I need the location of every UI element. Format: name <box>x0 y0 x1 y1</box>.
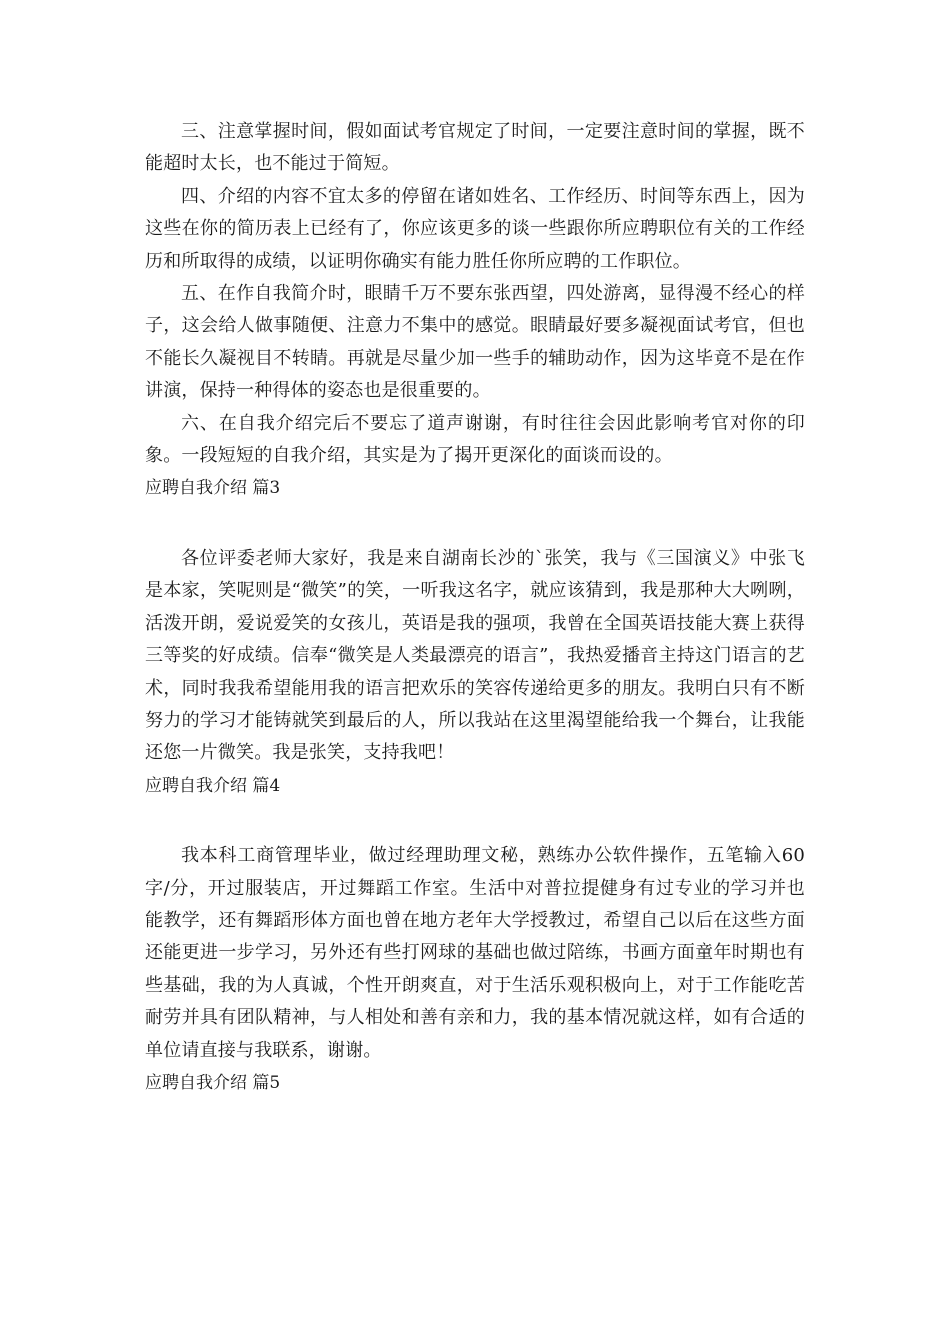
paragraph-tip-4: 四、介绍的内容不宜太多的停留在诸如姓名、工作经历、时间等东西上，因为这些在你的简历表上已经有了，你应该更多的谈一些跟你所应聘职位有关的工作经历和所取得的成绩，以证明你确实有能力胜任你所应聘的工作职位。 <box>145 185 805 272</box>
paragraph-tip-3: 三、注意掌握时间，假如面试考官规定了时间，一定要注意时间的掌握，既不能超时太长，也不能过于简短。 <box>145 121 805 175</box>
document-body <box>145 116 805 1099</box>
paragraph-intro-3: 各位评委老师大家好，我是来自湖南长沙的`张笑，我与《三国演义》中张飞是本家，笑呢则是“微笑”的笑，一听我这名字，就应该猜到，我是那种大大咧咧，活泼开朗，爱说爱笑的女孩儿，英语是我的强项，我曾在全国英语技能大赛上获得三等奖的好成绩。信奉“微笑是人类最漂亮的语言”，我热爱播音主持这门语言的艺术，同时我我希望能用我的语言把欢乐的笑容传递给更多的朋友。我明白只有不断努力的学习才能铸就笑到最后的人，所以我站在这里渴望能给我一个舞台，让我能还您一片微笑。我是张笑，支持我吧！ <box>145 547 805 764</box>
section-heading-5: 应聘自我介绍 篇5 <box>145 1072 281 1093</box>
section-heading-3: 应聘自我介绍 篇3 <box>145 478 281 499</box>
paragraph-tip-6: 六、在自我介绍完后不要忘了道声谢谢，有时往往会因此影响考官对你的印象。一段短短的自我介绍，其实是为了揭开更深化的面谈而设的。 <box>145 412 805 467</box>
paragraph-intro-4: 我本科工商管理毕业，做过经理助理文秘，熟练办公软件操作，五笔输入60字/分，开过服装店，开过舞蹈工作室。生活中对普拉提健身有过专业的学习并也能教学，还有舞蹈形体方面也曾在地方老年大学授教过，希望自己以后在这些方面还能更进一步学习，另外还有些打网球的基础也做过陪练，书画方面童年时期也有些基础，我的为人真诚，个性开朗爽直，对于生活乐观积极向上，对于工作能吃苦耐劳并具有团队精神，与人相处和善有亲和力，我的基本情况就这样，如有合适的单位请直接与我联系，谢谢。 <box>145 845 805 1061</box>
section-heading-4: 应聘自我介绍 篇4 <box>145 775 281 796</box>
paragraph-tip-5: 五、在作自我简介时，眼睛千万不要东张西望，四处游离，显得漫不经心的样子，这会给人做事随便、注意力不集中的感觉。眼睛最好要多凝视面试考官，但也不能长久凝视目不转睛。再就是尽量少加一些手的辅助动作，因为这毕竟不是在作讲演，保持一种得体的姿态也是很重要的。 <box>145 283 805 402</box>
section-spacer <box>145 802 805 840</box>
section-spacer <box>145 505 805 543</box>
